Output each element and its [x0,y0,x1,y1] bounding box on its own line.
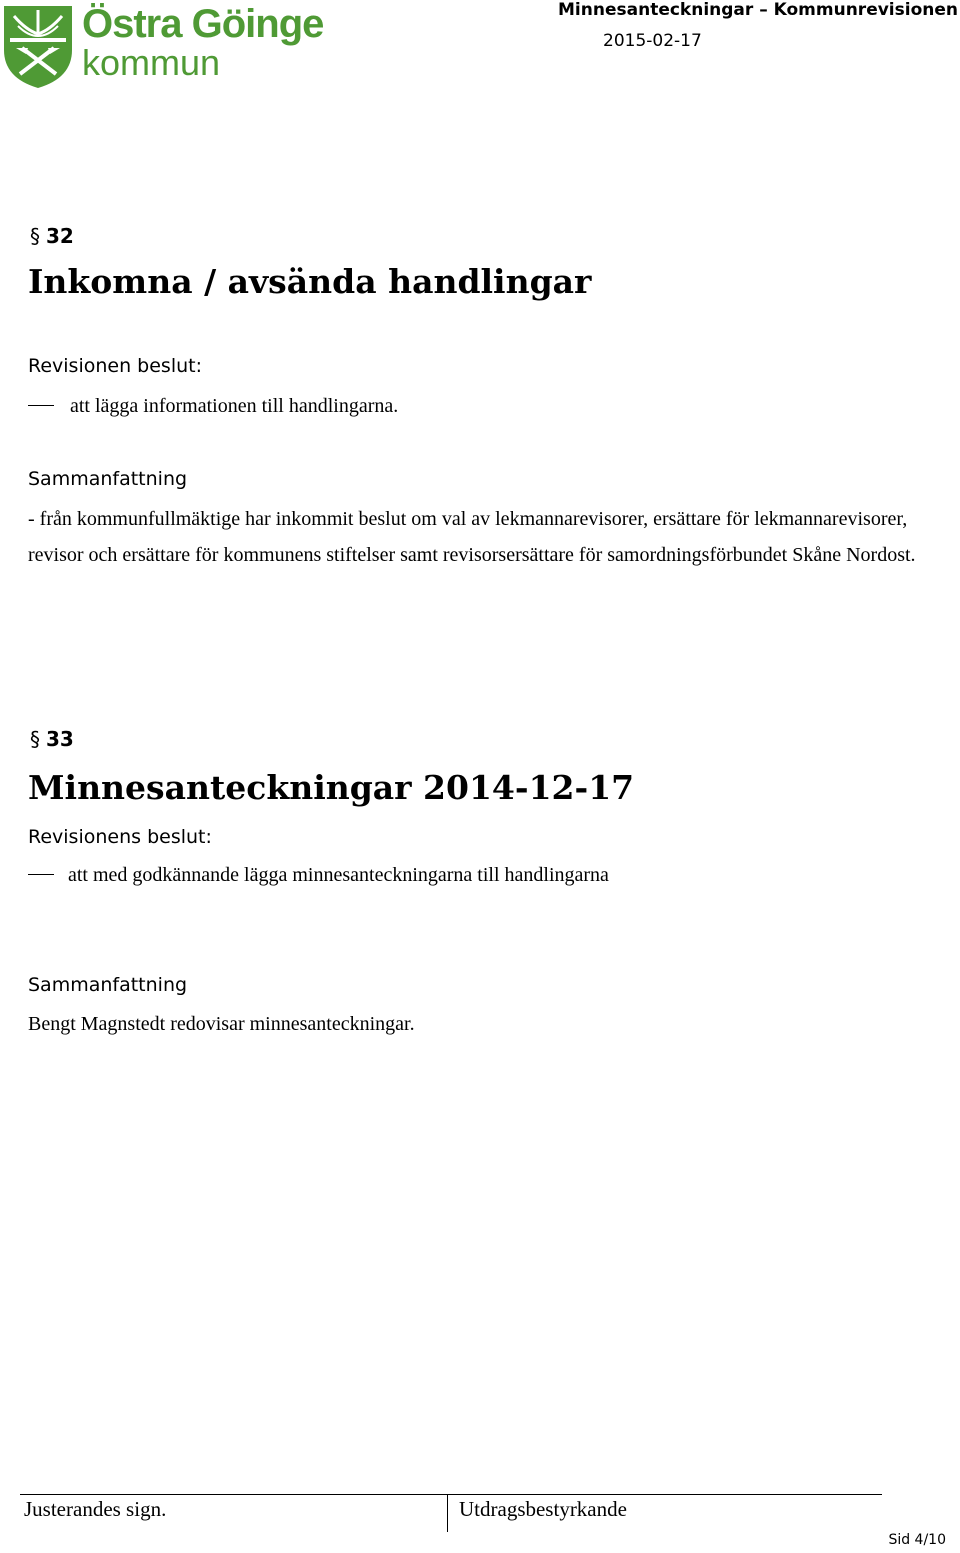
footer-signature-label: Justerandes sign. [24,1497,167,1521]
decision-item: att lägga informationen till handlingarna. [28,395,398,418]
decision-item: att med godkännande lägga minnesanteckningarna till handlingarna [28,864,609,887]
footer-divider [20,1494,882,1495]
section-title: Minnesanteckningar 2014-12-17 [28,768,635,807]
summary-label: Sammanfattning [28,974,188,996]
decision-label: Revisionens beslut: [28,826,212,848]
kommun-logo [0,0,324,92]
dash-bullet-icon [28,405,54,406]
document-date: 2015-02-17 [603,31,702,51]
logo-wordmark: Östra Göinge [82,2,324,46]
paragraph-sign-icon: § [30,727,40,751]
section-number: § 33 [30,727,74,751]
summary-text: - från kommunfullmäktige har inkommit beslut om val av lekmannarevisorer, ersättare för lekmannarevisorer, revisor och ersättare för kommunens stiftelser samt revisorsersättare för samordningsförbundet Skåne Nordost. [28,508,916,566]
dash-bullet-icon [28,874,54,875]
paragraph-sign-icon: § [30,224,40,248]
section-title: Inkomna / avsända handlingar [28,262,592,301]
page-number: Sid 4/10 [888,1532,946,1548]
summary-label: Sammanfattning [28,468,188,490]
section-number: § 32 [30,224,74,248]
footer-separator [447,1494,448,1532]
logo-subtitle: kommun [82,42,221,83]
decision-label: Revisionen beslut: [28,355,202,377]
summary-text: Bengt Magnstedt redovisar minnesanteckningar. [28,1013,415,1035]
document-header-title: Minnesanteckningar – Kommunrevisionen [558,0,958,20]
coat-of-arms-icon [2,4,74,90]
footer-certification-label: Utdragsbestyrkande [459,1497,627,1521]
